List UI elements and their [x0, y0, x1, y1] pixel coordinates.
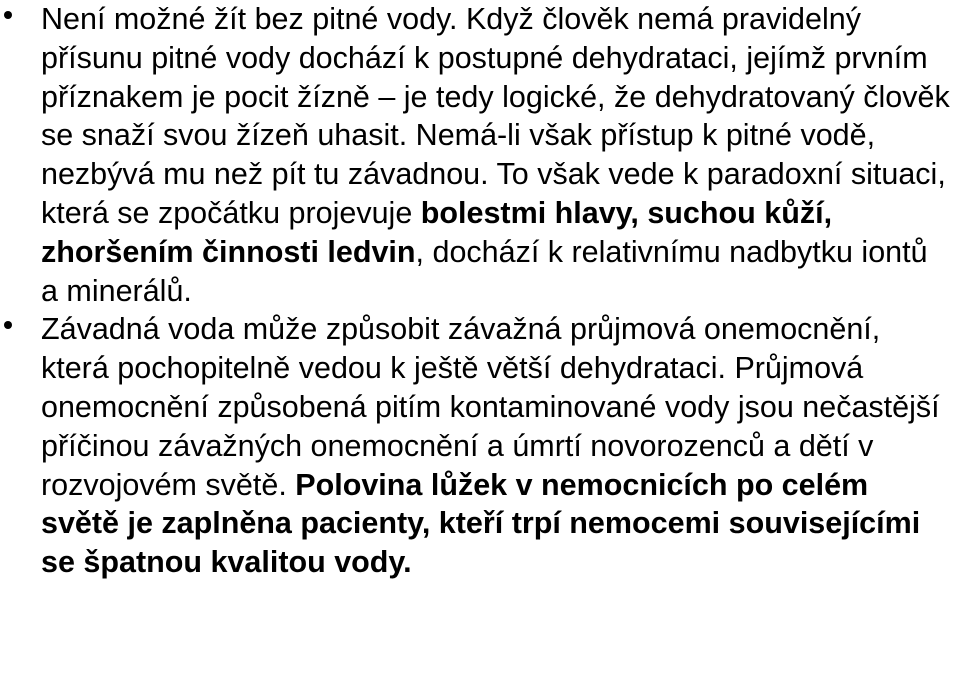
bullet-dot-icon [4, 0, 18, 39]
bullet-dot-icon [4, 310, 18, 349]
text-segment: , dochází k relativnímu nadbytku iontů a minerálů. [41, 234, 928, 308]
bullet-text [41, 312, 940, 579]
bullet-item-dehydration [0, 0, 960, 310]
text-segment-bold: bolestmi hlavy, suchou kůží, zhoršením činnosti ledvin [41, 195, 833, 269]
bullet-text [41, 2, 950, 308]
bullet-item-diseases [0, 310, 960, 582]
text-segment: Závadná voda může způsobit závažná průjmová onemocnění, která pochopitelně vedou k ještě větší dehydrataci. Průjmová onemocnění způsobená pitím kontaminované vody jsou nečastější příčinou závažných onemocnění a úmrtí novorozenců a dětí v rozvojovém světě. [41, 312, 940, 502]
text-segment-bold: Polovina lůžek v nemocnicích po celém světě je zaplněna pacienty, kteří trpí nemocemi souvisejícími se špatnou kvalitou vody. [41, 467, 921, 580]
text-segment: Není možné žít bez pitné vody. Když člověk nemá pravidelný přísunu pitné vody dochází k postupné dehydrataci, jejímž prvním příznakem je pocit žízně – je tedy logické, že dehydratovaný člověk se snaží svou žízeň uhasit. Nemá-li však přístup k pitné vodě, nezbývá mu než pít tu závadnou. To však vede k paradoxní situaci, která se zpočátku projevuje [41, 2, 950, 230]
